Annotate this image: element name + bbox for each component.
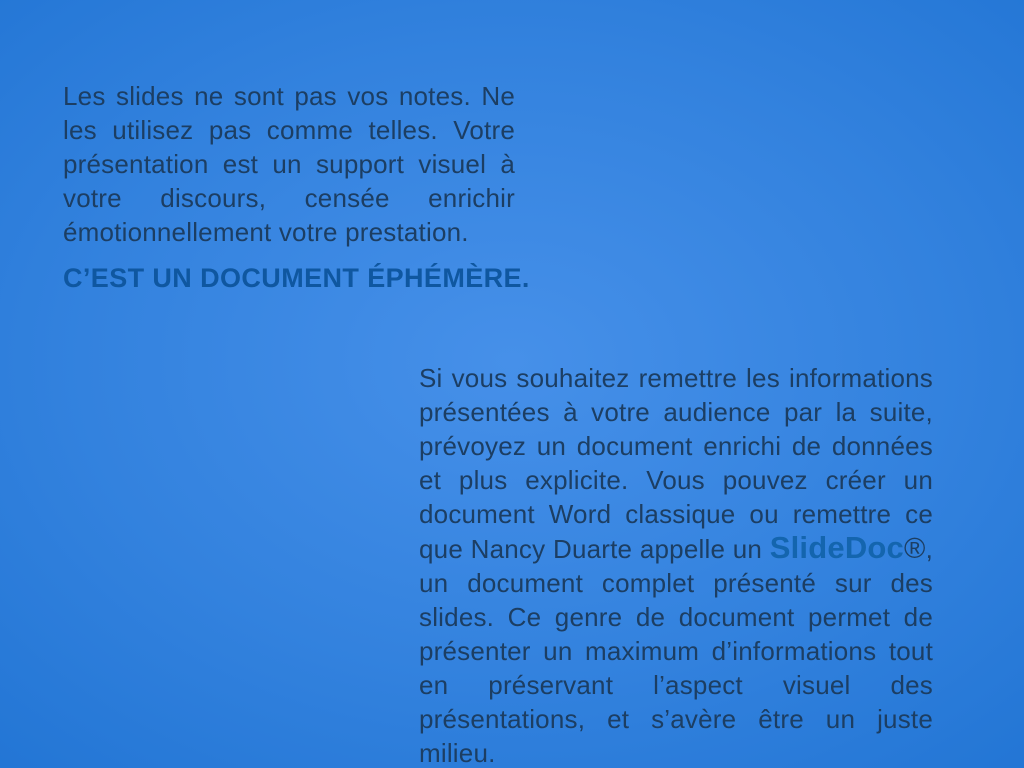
handout-text-after: , un document complet présenté sur des slides. Ce genre de document permet de présenter un maximum d’informations tout en préservant l’aspect visuel des présentations, et s’avère être un juste milieu. <box>419 534 933 768</box>
registered-mark: ® <box>903 533 926 565</box>
handout-text-before: Si vous souhaitez remettre les informations présentées à votre audience par la suite, prévoyez un document enrichi de données et plus explicite. Vous pouvez créer un document Word classique ou remettre ce que Nancy Duarte appelle un <box>419 363 933 564</box>
intro-paragraph: Les slides ne sont pas vos notes. Ne les utilisez pas comme telles. Votre présentation est un support visuel à votre discours, censée enrichir émotionnellement votre prestation. <box>63 81 515 247</box>
ephemeral-heading: C’EST UN DOCUMENT ÉPHÉMÈRE. <box>63 263 530 294</box>
handout-paragraph <box>419 361 933 768</box>
slidedoc-brand: SlideDoc <box>769 530 904 565</box>
